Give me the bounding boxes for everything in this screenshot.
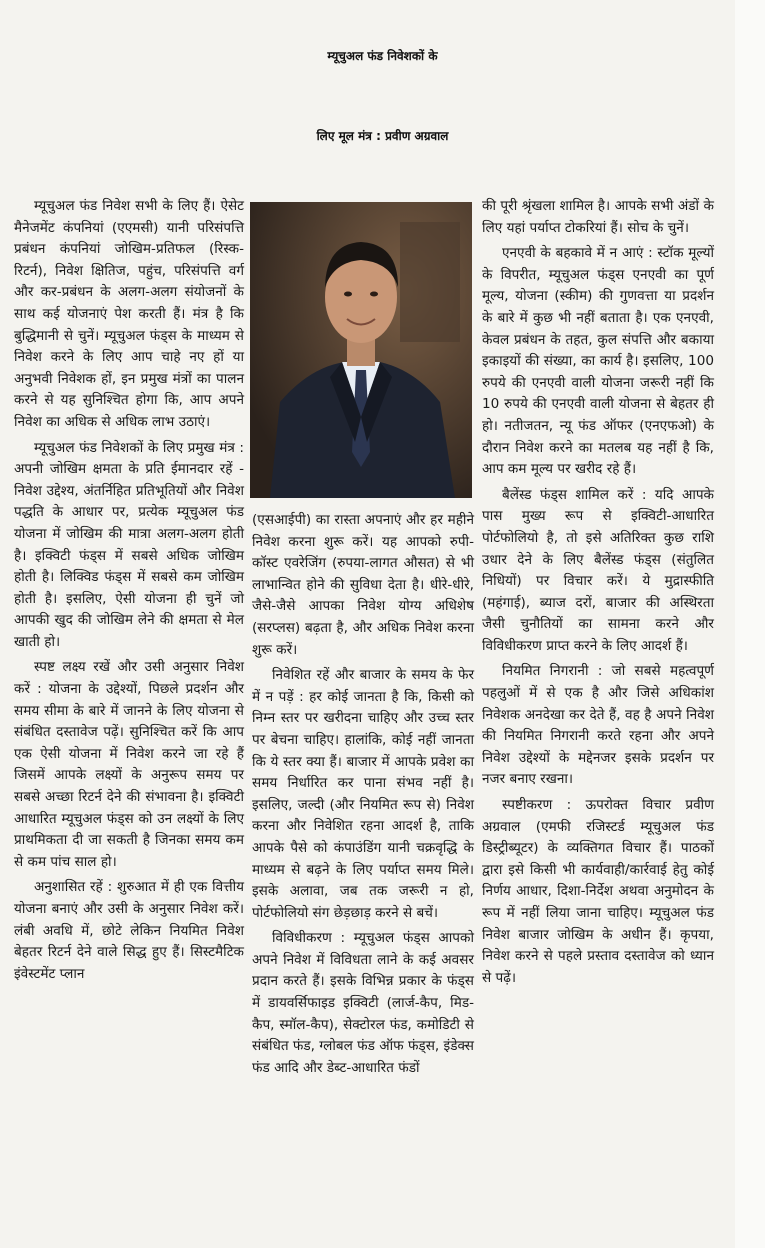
paragraph: अनुशासित रहें : शुरुआत में ही एक वित्तीय योजना बनाएं और उसी के अनुसार निवेश करें। लंबी अवधि में, छोटे लेकिन नियमित निवेश बेहतर रिटर्न देने वाले सिद्ध हुए हैं। सिस्टमैटिक इंवेस्टमेंट प्लान: [14, 879, 244, 982]
paragraph: म्यूचुअल फंड निवेश सभी के लिए हैं। ऐसेट मैनेजमेंट कंपनियां (एएमसी) यानी परिसंपत्ति प्रबंधन कंपनियां जोखिम-प्रतिफल (रिस्क-रिटर्न), निवेश क्षितिज, पहुंच, परिसंपत्ति वर्ग और कर-प्रबंधन के अलग-अलग संयोजनों के साथ कई योजनाएं पेश करती हैं। मंत्र है कि बुद्धिमानी से चुनें। म्यूचुअल फंड्स के माध्यम से निवेश करने के लिए आप चाहे नए हों या अनुभवी निवेशक हों, इन प्रमुख मंत्रों का पालन करने से यह सुनिश्चित होगा कि, आप अपने निवेश का अधिक से अधिक लाभ उठाएं।: [14, 198, 244, 430]
person-portrait-icon: [250, 202, 472, 498]
article-column-3: [482, 196, 714, 993]
article-column-1: [14, 196, 244, 989]
paragraph: की पूरी श्रृंखला शामिल है। आपके सभी अंडों के लिए यहां पर्याप्त टोकरियां हैं। सोच के चुनें।: [482, 198, 714, 236]
portrait-photo: [250, 202, 472, 498]
headline-line-2: लिए मूल मंत्र : प्रवीण अग्रवाल: [316, 129, 449, 143]
headline-line-1: म्यूचुअल फंड निवेशकों के: [327, 49, 438, 63]
paragraph: एनएवी के बहकावे में न आएं : स्टॉक मूल्यों के विपरीत, म्यूचुअल फंड्स एनएवी का पूर्ण मूल्य, योजना (स्कीम) की गुणवत्ता या प्रदर्शन के बारे में कुछ भी नहीं बताता है। एक एनएवी, केवल प्रबंधन के तहत, कुल संपत्ति और बकाया इकाइयों की संख्या, का कार्य है। इसलिए, 100 रुपये की एनएवी वाली योजना जरूरी नहीं कि 10 रुपये की एनएवी वाली योजना से बेहतर ही हो। नतीजतन, न्यू फंड ऑफर (एनएफओ) के दौरान निवेश करने का मतलब यह नहीं है कि, आप कम मूल्य पर खरीद रहे हैं।: [482, 245, 714, 478]
paragraph: बैलेंस्ड फंड्स शामिल करें : यदि आपके पास मुख्य रूप से इक्विटी-आधारित पोर्टफोलियो है, तो इसे अतिरिक्त कुछ राशि उधार देने के लिए बैलेंस्ड फंड्स (संतुलित निधियों) पर विचार करें। ये मुद्रास्फीति (महंगाई), ब्याज दरों, बाजार की अस्थिरता जैसी चुनौतियों का सामना करने और विविधीकरण प्राप्त करने के लिए आदर्श हैं।: [482, 486, 714, 654]
paragraph: निवेशित रहें और बाजार के समय के फेर में न पड़ें : हर कोई जानता है कि, किसी को निम्न स्तर पर खरीदना चाहिए और उच्च स्तर पर बेचना चाहिए। हालांकि, कोई नहीं जानता कि ये स्तर क्या हैं। बाजार में आपके प्रवेश का समय निर्धारित कर पाना संभव नहीं है। इसलिए, जल्दी (और नियमित रूप से) निवेश करना और निवेशित रहना आदर्श है, ताकि आपके पैसे को कंपाउंडिंग यानी चक्रवृद्धि के माध्यम से बढ़ने के लिए पर्याप्त समय मिले। इसके अलावा, जब तक जरूरी न हो, पोर्टफोलियो संग छेड़छाड़ करने से बचें।: [252, 667, 474, 921]
paragraph: म्यूचुअल फंड निवेशकों के लिए प्रमुख मंत्र : अपनी जोखिम क्षमता के प्रति ईमानदार रहें - निवेश उद्देश्य, अंतर्निहित प्रतिभूतियों और निवेश पद्धति के आधार पर, प्रत्येक म्यूचुअल फंड योजना में जोखिम की मात्रा अलग-अलग होती है। इक्विटी फंड्स में सबसे अधिक जोखिम होती है। लिक्विड फंड्स में सबसे कम जोखिम होती है। इसलिए, ऐसी योजना ही चुनें जो आपकी खुद की जोखिम लेने की क्षमता से मेल खाती हो।: [14, 439, 244, 650]
paragraph: नियमित निगरानी : जो सबसे महत्वपूर्ण पहलुओं में से एक है और जिसे अधिकांश निवेशक अनदेखा कर देते हैं, वह है अपने निवेश की नियमित निगरानी करते रहना और अपने निवेश उद्देश्यों के मद्देनजर इसके प्रदर्शन पर नजर बनाए रखना।: [482, 663, 714, 788]
paragraph: (एसआईपी) का रास्ता अपनाएं और हर महीने निवेश करना शुरू करें। यह आपको रुपी-कॉस्ट एवरेजिंग (रुपया-लागत औसत) से भी लाभान्वित होने की सुविधा देता है। धीरे-धीरे, जैसे-जैसे आपका निवेश योग्य अधिशेष (सरप्लस) बढ़ता है, और अधिक निवेश करना शुरू करें।: [252, 512, 474, 658]
paragraph: स्पष्ट लक्ष्य रखें और उसी अनुसार निवेश करें : योजना के उद्देश्यों, पिछले प्रदर्शन और समय सीमा के बारे में जानने के लिए योजना से संबंधित दस्तावेज पढ़ें। सुनिश्चित करें कि आप एक ऐसी योजना में निवेश करने जा रहे हैं जिसमें आपके लक्ष्यों के अनुरूप समय पर सबसे अच्छा रिटर्न देने की संभावना है। इक्विटी आधारित म्यूचुअल फंड्स को उन लक्ष्यों के लिए प्राथमिकता दी जा सकती है जिनका समय कम से कम पांच साल हो।: [14, 659, 244, 870]
page-margin: [735, 0, 765, 1248]
article-headline: [0, 0, 765, 190]
paragraph: विविधीकरण : म्यूचुअल फंड्स आपको अपने निवेश में विविधता लाने के कई अवसर प्रदान करते हैं। इसके विभिन्न प्रकार के फंड्स में डायवर्सिफाइड इक्विटी (लार्ज-कैप, मिड-कैप, स्मॉल-कैप), सेक्टोरल फंड, कमोडिटी से संबंधित फंड, ग्लोबल फंड ऑफ फंड्स, इंडेक्स फंड आदि और डेब्ट-आधारित फंडों: [252, 930, 474, 1076]
paragraph: स्पष्टीकरण : ऊपरोक्त विचार प्रवीण अग्रवाल (एमफी रजिस्टर्ड म्यूचुअल फंड डिस्ट्रीब्यूटर) के व्यक्तिगत विचार हैं। पाठकों द्वारा इसे किसी भी कार्यवाही/कार्रवाई हेतु कोई निर्णय आधार, दिशा-निर्देश अथवा अनुमोदन के रूप में नहीं लिया जाना चाहिए। म्यूचुअल फंड निवेश बाजार जोखिम के अधीन हैं। कृपया, निवेश करने से पहले प्रस्ताव दस्तावेज को ध्यान से पढ़ें।: [482, 797, 714, 986]
article-column-2: [252, 510, 474, 1083]
